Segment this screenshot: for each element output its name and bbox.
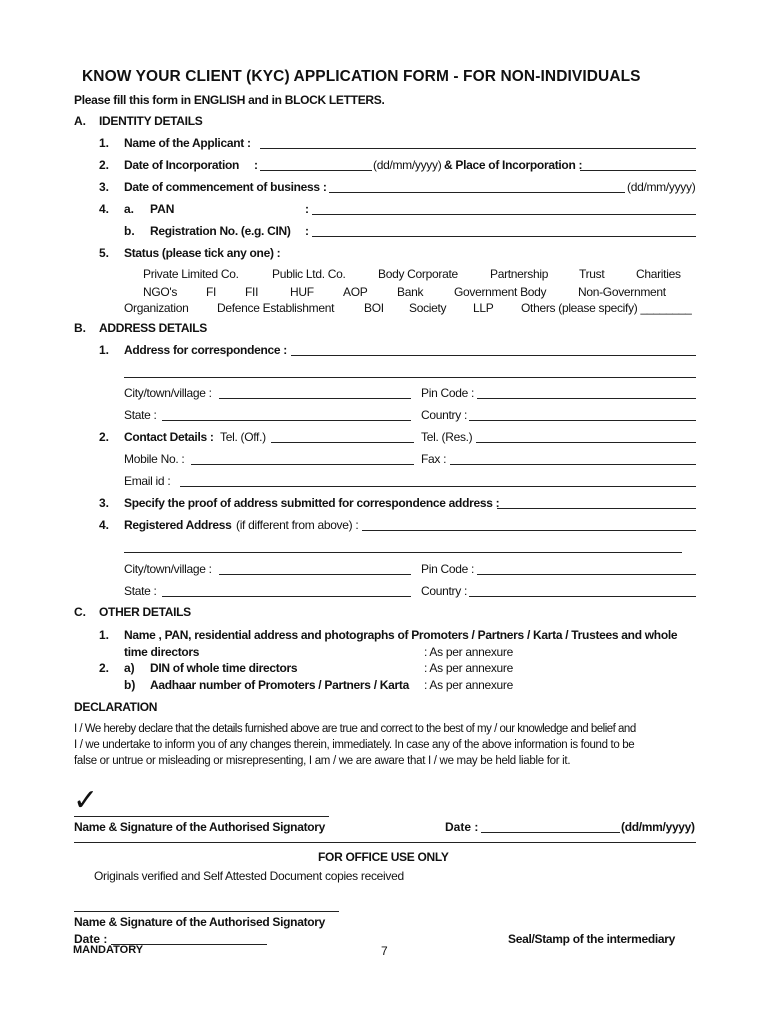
state-label: State : [124, 408, 157, 422]
city-label: City/town/village : [124, 562, 212, 576]
divider [74, 842, 696, 843]
commencement-date-field[interactable] [329, 192, 625, 193]
declaration-heading: DECLARATION [74, 700, 158, 714]
registration-number-label: Registration No. (e.g. CIN) [150, 224, 291, 238]
checkmark-icon: ✓ [73, 783, 99, 818]
item-number: 1. [99, 136, 110, 150]
annexure-note: : As per annexure [424, 645, 513, 659]
declaration-text-line: I / We hereby declare that the details furnished above are true and correct to the best of my / our knowledge and belief and [74, 723, 636, 735]
applicant-name-label: Name of the Applicant : [124, 136, 251, 150]
status-option[interactable]: NGO's [143, 285, 178, 299]
declaration-text-line: false or untrue or misleading or misrepresenting, I am / we are aware that I / we may be held liable for it. [74, 755, 571, 767]
status-option[interactable]: FI [206, 285, 217, 299]
state-field[interactable] [162, 420, 411, 421]
status-option[interactable]: Defence Establishment [217, 301, 335, 315]
status-option-others[interactable]: Others (please specify) ________ [521, 301, 692, 315]
mandatory-footer: MANDATORY [73, 944, 144, 956]
sub-item-a: a) [124, 661, 135, 675]
pin-code-label: Pin Code : [421, 386, 475, 400]
status-option[interactable]: Partnership [490, 267, 549, 281]
registered-address-field[interactable] [362, 530, 696, 531]
section-a-heading: IDENTITY DETAILS [99, 114, 203, 128]
registered-address-label: Registered Address [124, 518, 232, 532]
pin-code-field[interactable] [477, 574, 696, 575]
status-option[interactable]: Government Body [454, 285, 547, 299]
city-field[interactable] [219, 398, 411, 399]
date-format-hint: (dd/mm/yyyy) [627, 180, 696, 194]
city-label: City/town/village : [124, 386, 212, 400]
status-option[interactable]: HUF [290, 285, 314, 299]
correspondence-address-field[interactable] [291, 355, 696, 356]
office-verified-text: Originals verified and Self Attested Document copies received [94, 869, 404, 883]
incorporation-date-label: Date of Incorporation [124, 158, 240, 172]
tel-residence-field[interactable] [476, 442, 696, 443]
commencement-date-label: Date of commencement of business : [124, 180, 327, 194]
tel-residence-label: Tel. (Res.) [421, 430, 473, 444]
item-number: 1. [99, 628, 110, 642]
status-label: Status (please tick any one) : [124, 246, 281, 260]
pin-code-field[interactable] [477, 398, 696, 399]
office-date-label: Date : [74, 932, 108, 946]
registration-number-field[interactable] [312, 236, 696, 237]
tel-office-label: Tel. (Off.) [220, 430, 266, 444]
status-option[interactable]: BOI [364, 301, 384, 315]
date-format-hint: (dd/mm/yyyy) [621, 820, 695, 834]
item-number: 2. [99, 661, 110, 675]
section-a-letter: A. [74, 114, 86, 128]
email-field[interactable] [180, 486, 696, 487]
country-field[interactable] [469, 596, 696, 597]
country-field[interactable] [469, 420, 696, 421]
section-c-letter: C. [74, 605, 86, 619]
office-signatory-label: Name & Signature of the Authorised Signatory [74, 915, 326, 929]
status-option[interactable]: Charities [636, 267, 681, 281]
state-label: State : [124, 584, 157, 598]
section-b-heading: ADDRESS DETAILS [99, 321, 207, 335]
sub-item-b: b) [124, 678, 136, 692]
colon: : [305, 224, 309, 238]
item-number: 2. [99, 430, 110, 444]
status-option[interactable]: Private Limited Co. [143, 267, 239, 281]
correspondence-address-field-line2[interactable] [124, 377, 696, 378]
pin-code-label: Pin Code : [421, 562, 475, 576]
country-label: Country : [421, 408, 467, 422]
status-option[interactable]: Organization [124, 301, 189, 315]
applicant-name-field[interactable] [260, 148, 696, 149]
annexure-note: : As per annexure [424, 678, 513, 692]
registered-address-field-line2[interactable] [124, 552, 682, 553]
colon: : [254, 158, 258, 172]
section-c-heading: OTHER DETAILS [99, 605, 191, 619]
item-number: 2. [99, 158, 110, 172]
incorporation-place-field[interactable] [580, 170, 696, 171]
state-field[interactable] [162, 596, 411, 597]
pan-label: PAN [150, 202, 175, 216]
fax-label: Fax : [421, 452, 447, 466]
status-option[interactable]: Public Ltd. Co. [272, 267, 346, 281]
section-b-letter: B. [74, 321, 86, 335]
status-option[interactable]: Non-Government [578, 285, 666, 299]
authorised-signatory-label: Name & Signature of the Authorised Signatory [74, 820, 326, 834]
page-number: 7 [381, 944, 388, 958]
signature-date-field[interactable] [481, 832, 620, 833]
country-label: Country : [421, 584, 467, 598]
item-number: 3. [99, 180, 110, 194]
status-option[interactable]: Body Corporate [378, 267, 458, 281]
item-number: 4. [99, 518, 110, 532]
signature-date-label: Date : [445, 820, 479, 834]
city-field[interactable] [219, 574, 411, 575]
form-title: KNOW YOUR CLIENT (KYC) APPLICATION FORM - FOR NON-INDIVIDUALS [82, 68, 641, 85]
annexure-note: : As per annexure [424, 661, 513, 675]
status-option[interactable]: Bank [397, 285, 424, 299]
aadhaar-label: Aadhaar number of Promoters / Partners / Karta [150, 678, 409, 692]
tel-office-field[interactable] [271, 442, 414, 443]
incorporation-date-field[interactable] [260, 170, 372, 171]
signature-field[interactable] [74, 816, 329, 817]
declaration-text-line: I / we undertake to inform you of any changes therein, immediately. In case any of the above information is found to be [74, 739, 635, 751]
promoters-details-label: Name , PAN, residential address and photographs of Promoters / Partners / Karta / Trustees and whole [124, 628, 678, 642]
proof-of-address-field[interactable] [497, 508, 696, 509]
pan-field[interactable] [312, 214, 696, 215]
promoters-details-label-cont: time directors [124, 645, 200, 659]
form-instruction: Please fill this form in ENGLISH and in BLOCK LETTERS. [74, 93, 385, 107]
status-option[interactable]: LLP [473, 301, 494, 315]
office-use-heading: FOR OFFICE USE ONLY [318, 850, 449, 864]
office-signature-field[interactable] [74, 911, 339, 912]
colon: : [305, 202, 309, 216]
fax-field[interactable] [450, 464, 696, 465]
registered-address-note: (if different from above) : [236, 518, 359, 532]
item-number: 1. [99, 343, 110, 357]
item-number: 5. [99, 246, 110, 260]
sub-item-a: a. [124, 202, 135, 216]
contact-details-label: Contact Details : [124, 430, 214, 444]
seal-stamp-label: Seal/Stamp of the intermediary [508, 932, 676, 946]
status-option[interactable]: FII [245, 285, 259, 299]
incorporation-place-label: & Place of Incorporation : [444, 158, 583, 172]
email-label: Email id : [124, 474, 171, 488]
date-format-hint: (dd/mm/yyyy) [373, 158, 442, 172]
sub-item-b: b. [124, 224, 135, 238]
status-option[interactable]: Trust [579, 267, 605, 281]
proof-of-address-label: Specify the proof of address submitted for correspondence address : [124, 496, 500, 510]
item-number: 4. [99, 202, 110, 216]
correspondence-address-label: Address for correspondence : [124, 343, 287, 357]
status-option[interactable]: Society [409, 301, 447, 315]
mobile-label: Mobile No. : [124, 452, 185, 466]
mobile-field[interactable] [191, 464, 414, 465]
din-label: DIN of whole time directors [150, 661, 298, 675]
status-option[interactable]: AOP [343, 285, 368, 299]
item-number: 3. [99, 496, 110, 510]
